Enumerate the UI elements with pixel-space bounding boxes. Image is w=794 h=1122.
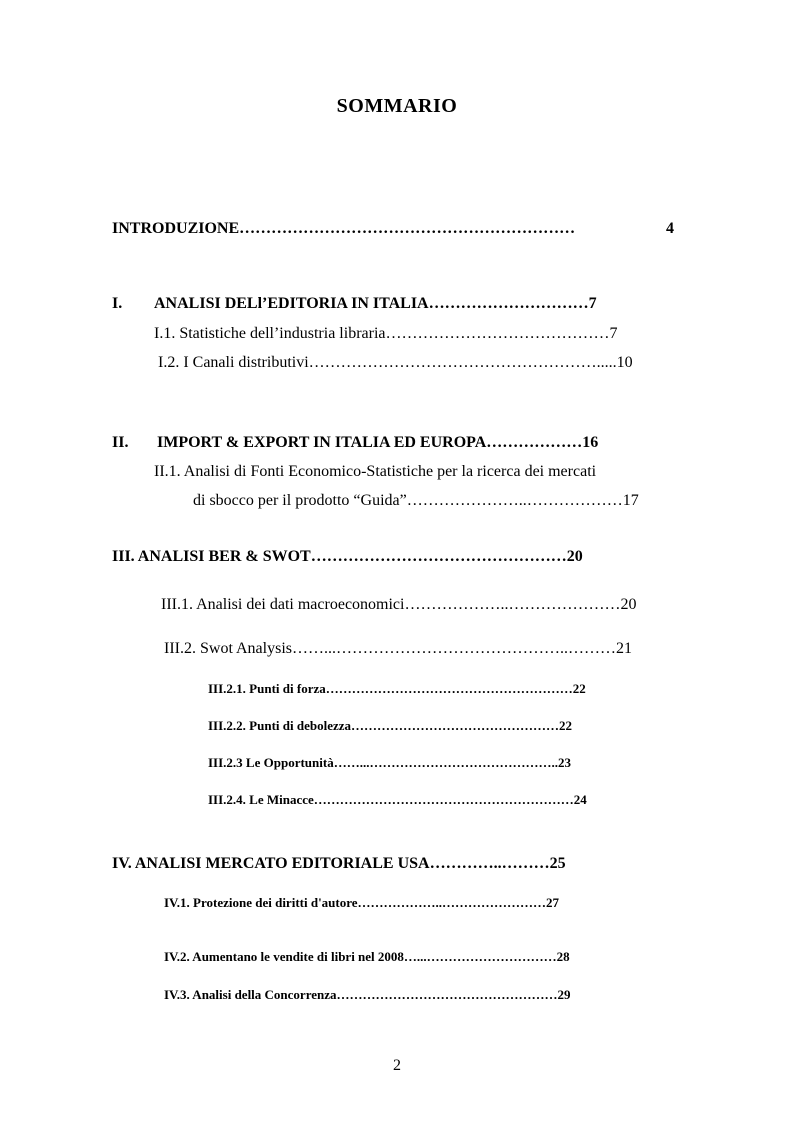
toc-entry-chapter-1[interactable]: ANALISI DELl’EDITORIA IN ITALIA…………………………7 [154, 295, 597, 312]
page-title: SOMMARIO [336, 95, 458, 117]
toc-entry-section-3-2-2[interactable]: III.2.2. Punti di debolezza…………………………………………22 [208, 718, 573, 733]
toc-entry-section-4-3[interactable]: IV.3. Analisi della Concorrenza……………………………………………29 [164, 987, 571, 1002]
toc-entry-section-4-1[interactable]: IV.1. Protezione dei diritti d'autore………………..……………………27 [164, 895, 560, 910]
toc-entry-chapter-2[interactable]: IMPORT & EXPORT IN ITALIA ED EUROPA………………16 [157, 434, 599, 451]
toc-entry-section-3-2-1[interactable]: III.2.1. Punti di forza…………………………………………………22 [208, 681, 586, 696]
toc-entry-section-1-2[interactable]: I.2. I Canali distributivi……………………………………………….....10 [158, 354, 633, 371]
toc-entry-section-3-2-3[interactable]: III.2.3 Le Opportunità……...……………………………………..23 [208, 755, 571, 770]
toc-entry-section-4-2[interactable]: IV.2. Aumentano le vendite di libri nel 2008…...…………………………28 [164, 949, 570, 964]
toc-entry-section-3-2-4[interactable]: III.2.4. Le Minacce……………………………………………………24 [208, 792, 587, 807]
toc-entry-introduzione-page: 4 [666, 220, 674, 237]
toc-entry-section-1-1[interactable]: I.1. Statistiche dell’industria libraria……………………………………7 [154, 325, 618, 342]
toc-entry-chapter-3[interactable]: III. ANALISI BER & SWOT…………………………………………20 [112, 548, 583, 565]
toc-entry-section-2-1-line2[interactable]: di sbocco per il prodotto “Guida”…………………..………………17 [193, 492, 639, 509]
page-number: 2 [393, 1057, 401, 1074]
toc-entry-introduzione[interactable]: INTRODUZIONE……………………………………………………… [112, 221, 576, 237]
toc-entry-section-3-1[interactable]: III.1. Analisi dei dati macroeconomici………………..…………………20 [161, 596, 637, 613]
toc-entry-section-2-1-line1[interactable]: II.1. Analisi di Fonti Economico-Statistiche per la ricerca dei mercati [154, 463, 597, 480]
chapter-number-ii: II. [112, 434, 129, 451]
toc-entry-chapter-4[interactable]: IV. ANALISI MERCATO EDITORIALE USA…………..………25 [112, 855, 566, 872]
toc-entry-section-3-2[interactable]: III.2. Swot Analysis……...……………………………………..………21 [164, 640, 632, 657]
chapter-number-i: I. [112, 295, 123, 312]
